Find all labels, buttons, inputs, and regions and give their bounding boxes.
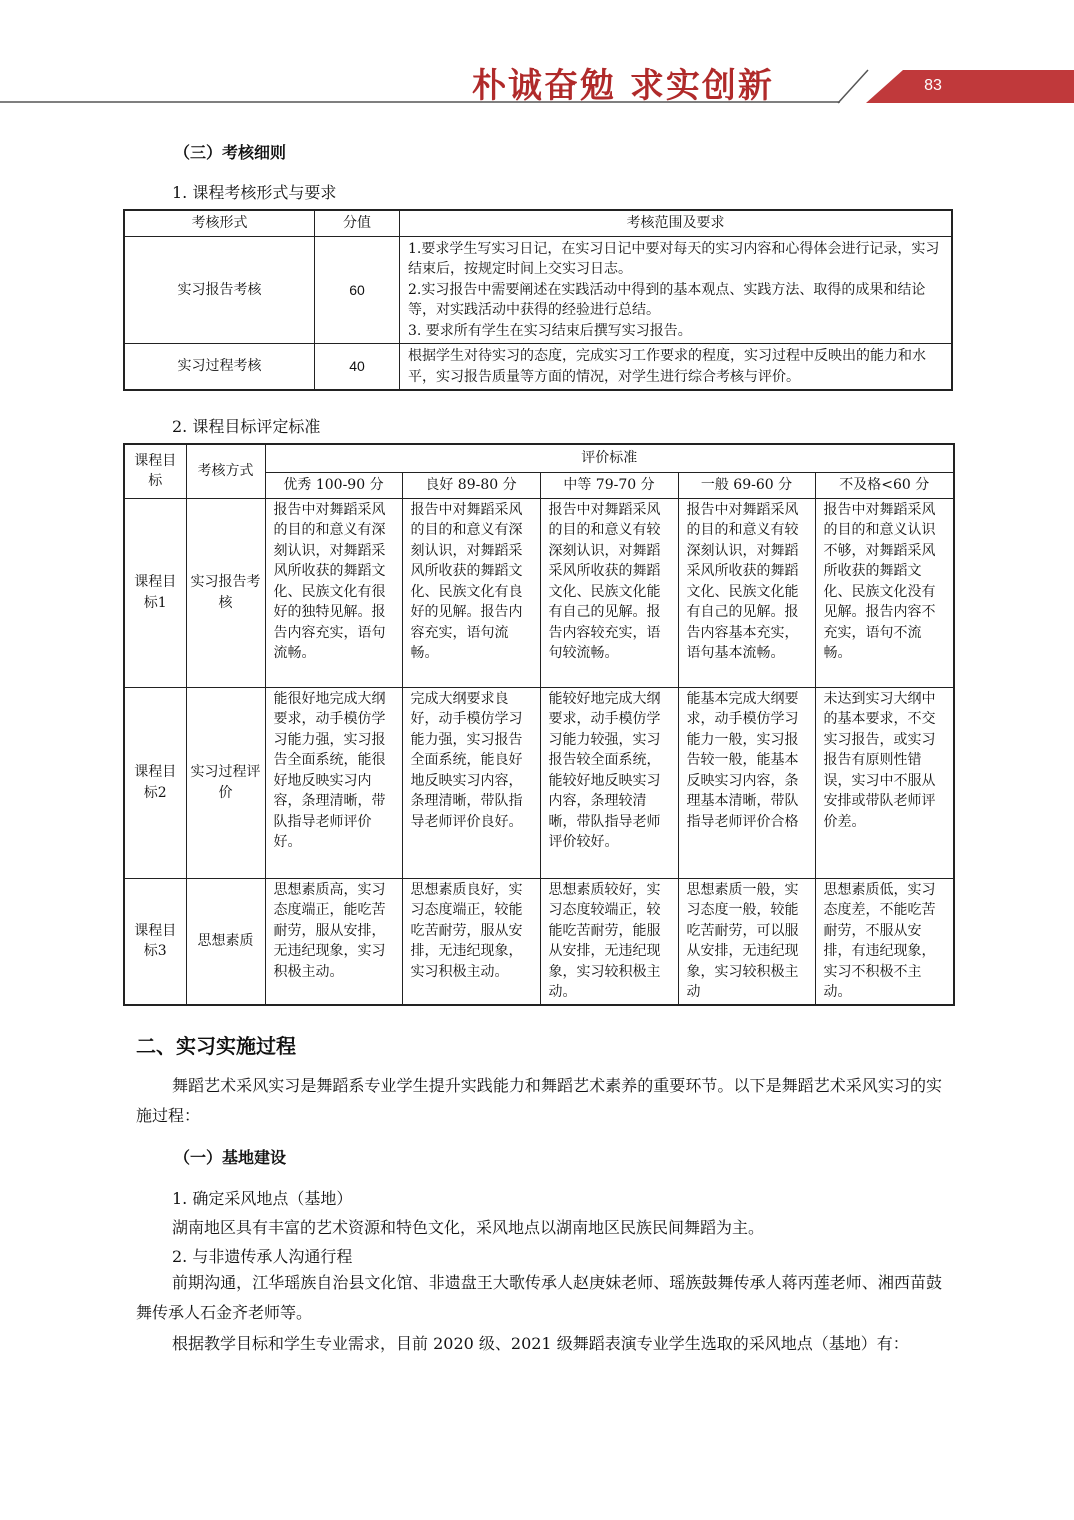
- subsection-title-forms: 1. 课程考核形式与要求: [172, 183, 337, 202]
- table-cell: 思想素质一般，实习态度一般，较能吃苦耐劳，可以服从安排，无违纪现象，实习较积极主动: [678, 878, 815, 1005]
- item-text: 前期沟通，江华瑶族自治县文化馆、非遗盘王大歌传承人赵庚妹老师、瑶族鼓舞传承人蒋丙莲老师、湘西苗鼓舞传承人石金齐老师等。: [136, 1273, 942, 1322]
- table-cell: 60: [315, 236, 400, 344]
- method-cell: 实习过程评价: [186, 687, 265, 878]
- table-cell: 报告中对舞蹈采风的目的和意义有较深刻认识，对舞蹈采风所收获的舞蹈文化、民族文化能有自己的见解。报告内容基本充实，语句基本流畅。: [678, 498, 815, 687]
- level-header: 良好 89-80 分: [402, 472, 540, 498]
- level-header: 不及格<60 分: [815, 472, 954, 498]
- table-header: 课程目标: [124, 444, 186, 498]
- level-header: 优秀 100-90 分: [265, 472, 402, 498]
- table-cell: 能很好地完成大纲要求，动手模仿学习能力强，实习报告全面系统，能很好地反映实习内容，条理清晰，带队指导老师评价好。: [265, 687, 402, 878]
- table-header: 考核范围及要求: [400, 210, 953, 236]
- table-cell: 思想素质高，实习态度端正，能吃苦耐劳，服从安排，无违纪现象，实习积极主动。: [265, 878, 402, 1005]
- table-cell: 思想素质较好，实习态度较端正，较能吃苦耐劳，能服从安排，无违纪现象，实习较积极主动。: [540, 878, 678, 1005]
- table-cell: 实习报告考核: [124, 236, 315, 344]
- level-header: 中等 79-70 分: [540, 472, 678, 498]
- table-cell: 报告中对舞蹈采风的目的和意义有深刻认识，对舞蹈采风所收获的舞蹈文化、民族文化有很好的独特见解。报告内容充实，语句流畅。: [265, 498, 402, 687]
- table-cell: 能较好地完成大纲要求，动手模仿学习能力较强，实习报告较全面系统，能较好地反映实习内容，条理较清晰，带队指导老师评价较好。: [540, 687, 678, 878]
- table-cell: 完成大纲要求良好，动手模仿学习能力强，实习报告全面系统，能良好地反映实习内容，条理清晰，带队指导老师评价良好。: [402, 687, 540, 878]
- section-title-process: 二、实习实施过程: [136, 1034, 296, 1058]
- intro-paragraph: 舞蹈艺术采风实习是舞蹈系专业学生提升实践能力和舞蹈艺术素养的重要环节。以下是舞蹈艺术采风实习的实施过程：: [136, 1076, 942, 1125]
- table-cell: [400, 236, 953, 344]
- subsection-title-standards: 2. 课程目标评定标准: [172, 417, 321, 436]
- table-header: 分值: [315, 210, 400, 236]
- goal-cell: 课程目标2: [124, 687, 186, 878]
- requirement-line: 2.实习报告中需要阐述在实践活动中得到的基本观点、实践方法、取得的成果和结论等，对实践活动中获得的经验进行总结。: [408, 281, 926, 318]
- table-cell: 报告中对舞蹈采风的目的和意义有深刻认识，对舞蹈采风所收获的舞蹈文化、民族文化有良好的见解。报告内容充实，语句流畅。: [402, 498, 540, 687]
- table-header: 评价标准: [265, 444, 954, 472]
- table-cell: 报告中对舞蹈采风的目的和意义认识不够，对舞蹈采风所收获的舞蹈文化、民族文化没有见解。报告内容不充实，语句不流畅。: [815, 498, 954, 687]
- requirement-line: 3. 要求所有学生在实习结束后撰写实习报告。: [408, 322, 692, 339]
- table-cell: 实习过程考核: [124, 344, 315, 391]
- item-title: 1. 确定采风地点（基地）: [172, 1189, 353, 1208]
- item-text: 根据教学目标和学生专业需求，目前 2020 级、2021 级舞蹈表演专业学生选取的采风地点（基地）有：: [172, 1334, 909, 1353]
- table-cell: 能基本完成大纲要求，动手模仿学习能力一般，实习报告较一般，能基本反映实习内容，条理基本清晰，带队指导老师评价合格: [678, 687, 815, 878]
- table-cell: 未达到实习大纲中的基本要求，不交实习报告，或实习报告有原则性错误，实习中不服从安排或带队老师评价差。: [815, 687, 954, 878]
- table-header: 考核形式: [124, 210, 315, 236]
- table-cell: 根据学生对待实习的态度，完成实习工作要求的程度，实习过程中反映出的能力和水平，实习报告质量等方面的情况，对学生进行综合考核与评价。: [400, 344, 953, 391]
- section-title-assessment: （三）考核细则: [174, 143, 287, 162]
- evaluation-standard-table: [123, 443, 955, 1006]
- school-motto: 朴诚奋勉 求实创新: [472, 66, 774, 106]
- item-text: 湖南地区具有丰富的艺术资源和特色文化，采风地点以湖南地区民族民间舞蹈为主。: [172, 1218, 765, 1237]
- subsection-title-base: （一）基地建设: [174, 1148, 287, 1167]
- table-cell: 思想素质良好，实习态度端正，较能吃苦耐劳，服从安排，无违纪现象，实习积极主动。: [402, 878, 540, 1005]
- item-title: 2. 与非遗传承人沟通行程: [172, 1247, 353, 1266]
- assessment-form-table: [123, 209, 953, 391]
- goal-cell: 课程目标3: [124, 878, 186, 1005]
- table-header: 考核方式: [186, 444, 265, 498]
- table-cell: 报告中对舞蹈采风的目的和意义有较深刻认识，对舞蹈采风所收获的舞蹈文化、民族文化能有自己的见解。报告内容较充实，语句较流畅。: [540, 498, 678, 687]
- page-number: 83: [924, 77, 942, 94]
- table-cell: 思想素质低，实习态度差，不能吃苦耐劳，不服从安排，有违纪现象，实习不积极不主动。: [815, 878, 954, 1005]
- level-header: 一般 69-60 分: [678, 472, 815, 498]
- requirement-line: 1.要求学生写实习日记，在实习日记中要对每天的实习内容和心得体会进行记录，实习结束后，按规定时间上交实习日志。: [408, 240, 940, 277]
- page-header: [0, 0, 1074, 110]
- table-cell: 40: [315, 344, 400, 391]
- method-cell: 实习报告考核: [186, 498, 265, 687]
- goal-cell: 课程目标1: [124, 498, 186, 687]
- method-cell: 思想素质: [186, 878, 265, 1005]
